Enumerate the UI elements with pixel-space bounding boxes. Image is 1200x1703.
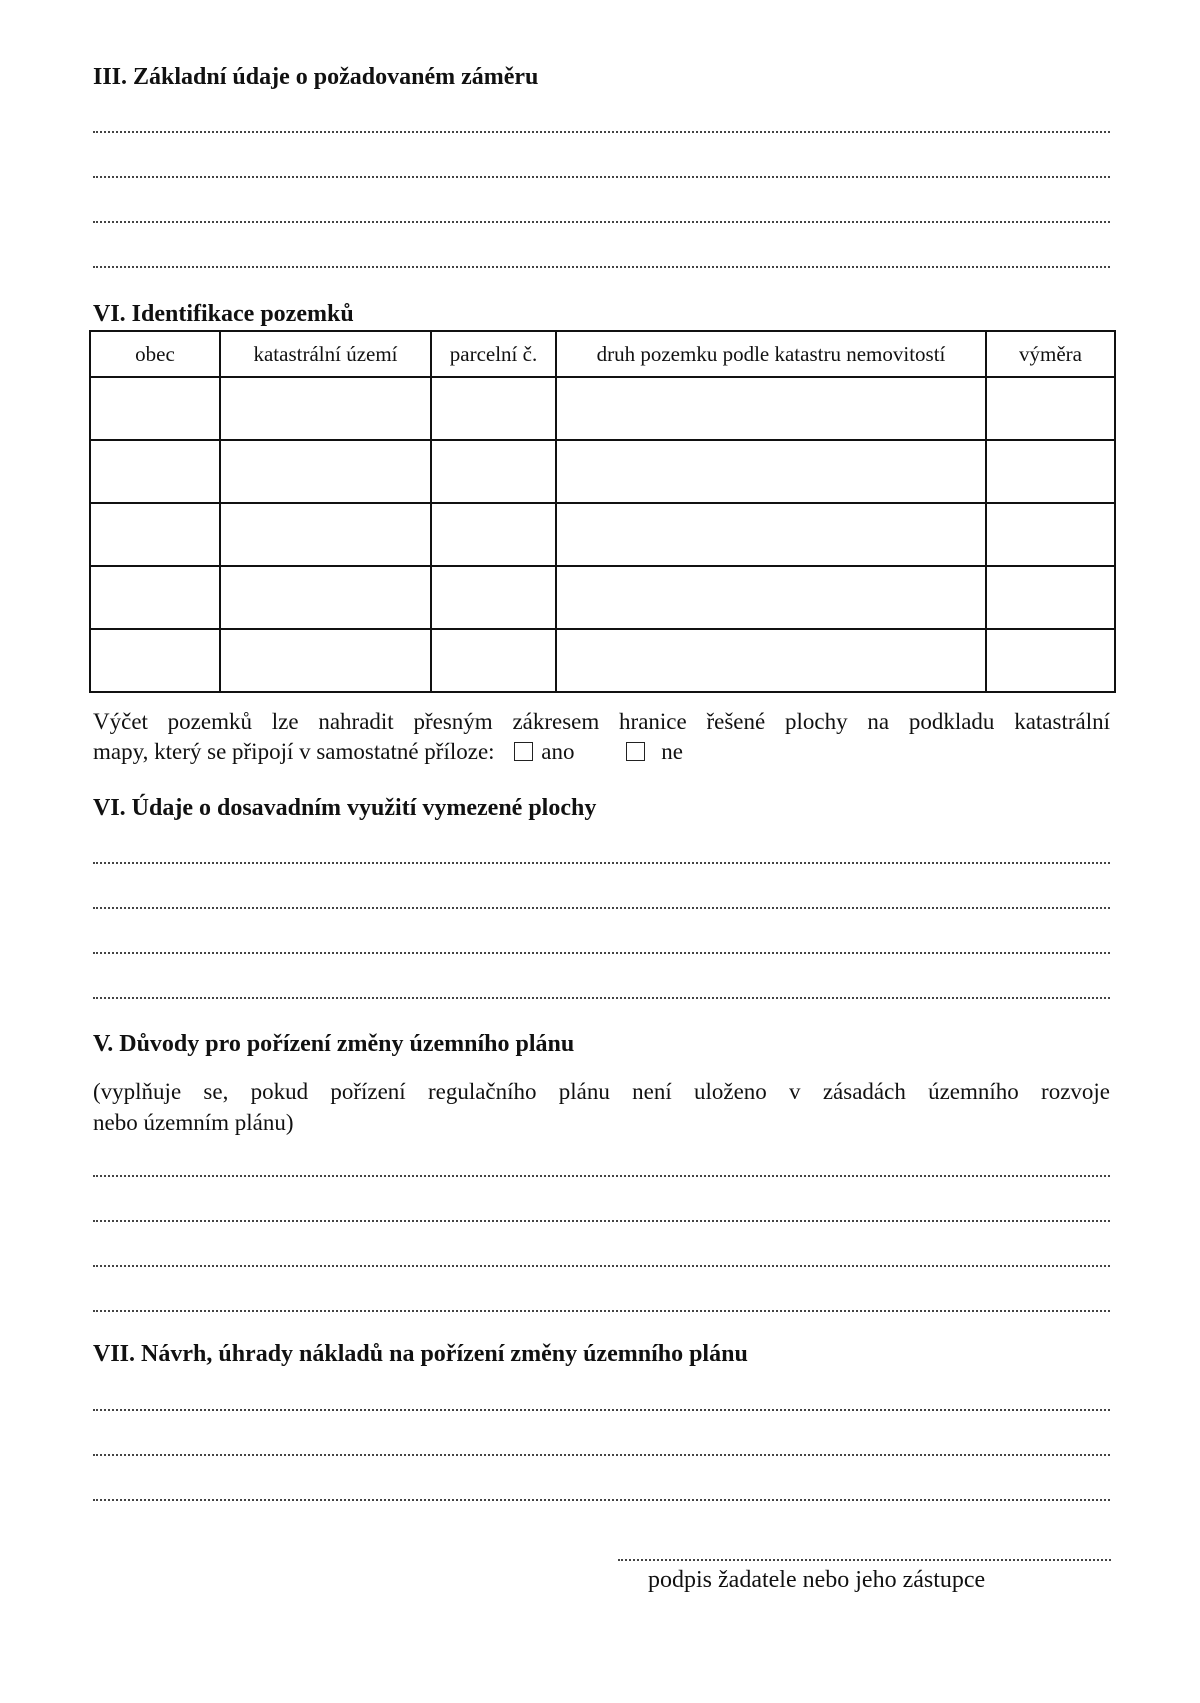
parcels-note-line-2 [93,736,683,767]
attachment-no-option[interactable] [626,736,683,767]
table-cell[interactable] [220,566,431,629]
column-header-obec: obec [90,331,220,377]
section-v-fill-line-3[interactable] [93,1253,1110,1267]
table-cell[interactable] [986,629,1115,692]
table-cell[interactable] [90,503,220,566]
table-cell[interactable] [431,566,556,629]
table-cell[interactable] [431,503,556,566]
section-vi-usage-fill-line-1[interactable] [93,850,1110,864]
table-cell[interactable] [556,503,986,566]
column-header-druh-pozemku: druh pozemku podle katastru nemovitostí [556,331,986,377]
signature-line[interactable] [618,1547,1111,1561]
checkbox-icon[interactable] [626,742,645,761]
table-cell[interactable] [220,440,431,503]
section-v-fill-line-1[interactable] [93,1163,1110,1177]
table-cell[interactable] [431,629,556,692]
table-cell[interactable] [986,377,1115,440]
table-row [90,629,1115,692]
table-row [90,566,1115,629]
parcels-table [89,330,1116,693]
table-row [90,503,1115,566]
table-cell[interactable] [220,503,431,566]
section-vii-heading: VII. Návrh, úhrady nákladů na pořízení změny územního plánu [93,1341,748,1367]
section-v-note-line-1: (vyplňuje se, pokud pořízení regulačního plánu není uloženo v zásadách územního rozvoje [93,1079,1110,1104]
parcels-note-line-1: Výčet pozemků lze nahradit přesným zákresem hranice řešené plochy na podkladu katastrální [93,709,1110,734]
section-vii-fill-line-3[interactable] [93,1487,1110,1501]
section-v-heading: V. Důvody pro pořízení změny územního plánu [93,1031,575,1057]
section-iii-fill-line-4[interactable] [93,254,1110,268]
table-cell[interactable] [220,629,431,692]
column-header-parcelni-cislo: parcelní č. [431,331,556,377]
section-vii-fill-line-1[interactable] [93,1397,1110,1411]
attachment-no-label: ne [661,739,683,764]
section-iii-fill-line-3[interactable] [93,209,1110,223]
section-vi-usage-fill-line-3[interactable] [93,940,1110,954]
attachment-yes-option[interactable] [514,736,574,767]
checkbox-icon[interactable] [514,742,533,761]
parcels-table-header-row [90,331,1115,377]
table-row [90,377,1115,440]
section-v-fill-line-4[interactable] [93,1298,1110,1312]
section-vi-usage-heading: VI. Údaje o dosavadním využití vymezené plochy [93,795,597,821]
signature-label: podpis žadatele nebo jeho zástupce [648,1567,986,1593]
section-vii-fill-line-2[interactable] [93,1442,1110,1456]
table-cell[interactable] [90,629,220,692]
parcels-note-text: mapy, který se připojí v samostatné příloze: [93,739,495,764]
column-header-vymera: výměra [986,331,1115,377]
section-iii-fill-line-2[interactable] [93,164,1110,178]
section-v-fill-line-2[interactable] [93,1208,1110,1222]
table-cell[interactable] [431,440,556,503]
section-vi-usage-fill-line-2[interactable] [93,895,1110,909]
column-header-katastralni-uzemi: katastrální území [220,331,431,377]
attachment-yes-label: ano [541,739,575,764]
table-cell[interactable] [986,503,1115,566]
section-vi-parcels-heading: VI. Identifikace pozemků [93,301,354,327]
table-cell[interactable] [431,377,556,440]
section-iii-fill-line-1[interactable] [93,119,1110,133]
table-cell[interactable] [986,566,1115,629]
section-iii-heading: III. Základní údaje o požadovaném záměru [93,64,539,90]
table-cell[interactable] [90,566,220,629]
table-cell[interactable] [986,440,1115,503]
section-vi-usage-fill-line-4[interactable] [93,985,1110,999]
table-cell[interactable] [220,377,431,440]
table-row [90,440,1115,503]
table-cell[interactable] [556,566,986,629]
table-cell[interactable] [90,377,220,440]
table-cell[interactable] [556,440,986,503]
table-cell[interactable] [556,377,986,440]
table-cell[interactable] [556,629,986,692]
table-cell[interactable] [90,440,220,503]
section-v-note-line-2: nebo územním plánu) [93,1110,294,1135]
